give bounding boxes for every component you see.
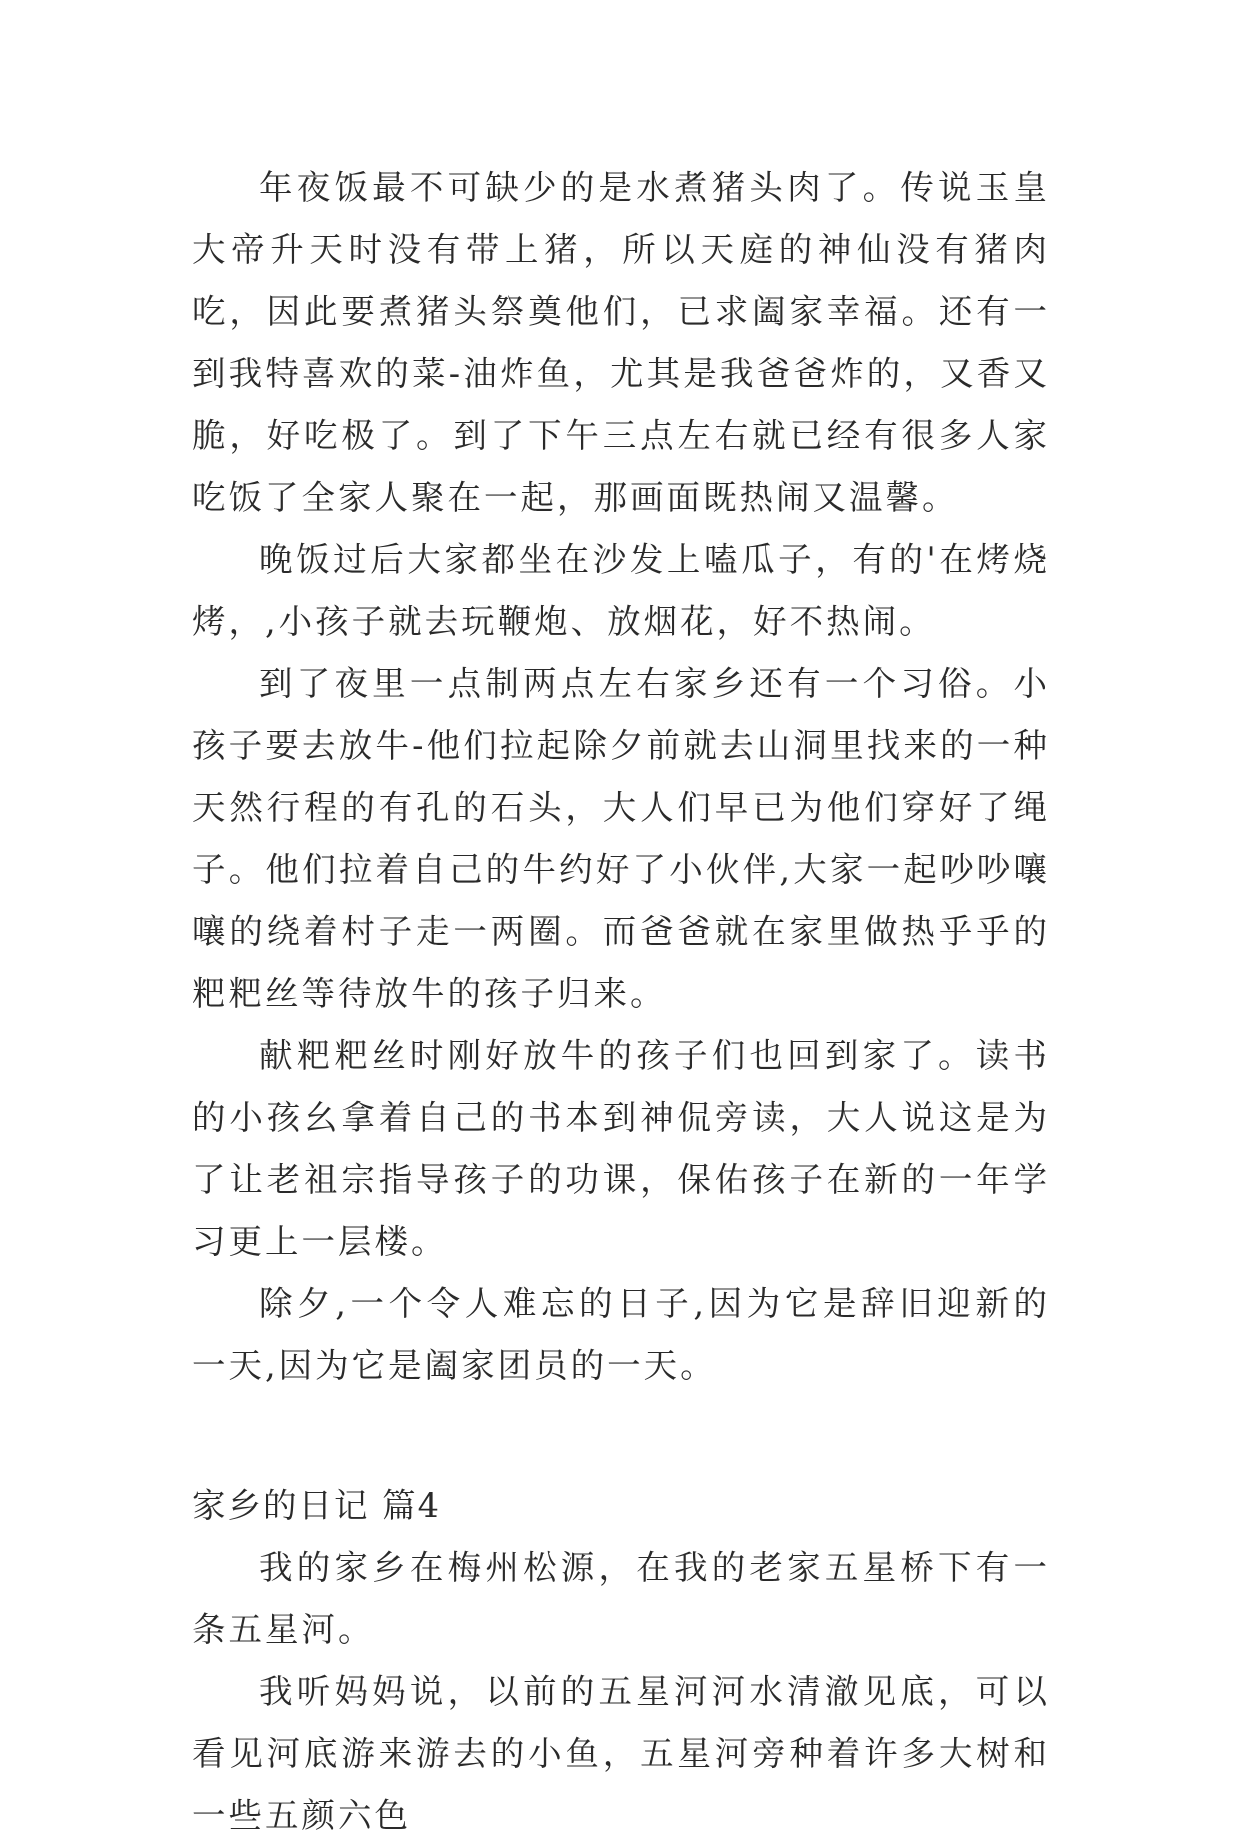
section-heading: 家乡的日记 篇4: [192, 1486, 441, 1525]
paragraph: 年夜饭最不可缺少的是水煮猪头肉了。传说玉皇大帝升天时没有带上猪，所以天庭的神仙没有猪肉吃，因此要煮猪头祭奠他们，已求阖家幸福。还有一到我特喜欢的菜-油炸鱼，尤其是我爸爸炸的，又香又脆，好吃极了。到了下午三点左右就已经有很多人家吃饭了全家人聚在一起，那画面既热闹又温馨。: [192, 168, 1050, 517]
paragraph: 晚饭过后大家都坐在沙发上嗑瓜子，有的'在烤烧烤，,小孩子就去玩鞭炮、放烟花，好不热闹。: [192, 540, 1050, 641]
body-section-bottom: [192, 1537, 1050, 1847]
body-section-top: [192, 157, 1050, 1397]
paragraph: 我听妈妈说，以前的五星河河水清澈见底，可以看见河底游来游去的小鱼，五星河旁种着许多大树和一些五颜六色: [192, 1672, 1050, 1835]
paragraph: 我的家乡在梅州松源，在我的老家五星桥下有一条五星河。: [192, 1548, 1050, 1649]
paragraph: 献粑粑丝时刚好放牛的孩子们也回到家了。读书的小孩幺拿着自己的书本到神侃旁读，大人说这是为了让老祖宗指导孩子的功课，保佑孩子在新的一年学习更上一层楼。: [192, 1036, 1050, 1261]
paragraph: 到了夜里一点制两点左右家乡还有一个习俗。小孩子要去放牛-他们拉起除夕前就去山洞里找来的一种天然行程的有孔的石头，大人们早已为他们穿好了绳子。他们拉着自己的牛约好了小伙伴,大家一起吵吵嚷嚷的绕着村子走一两圈。而爸爸就在家里做热乎乎的粑粑丝等待放牛的孩子归来。: [192, 664, 1050, 1013]
paragraph: 除夕,一个令人难忘的日子,因为它是辞旧迎新的一天,因为它是阖家团员的一天。: [192, 1284, 1050, 1385]
document-page: [192, 157, 1050, 1847]
